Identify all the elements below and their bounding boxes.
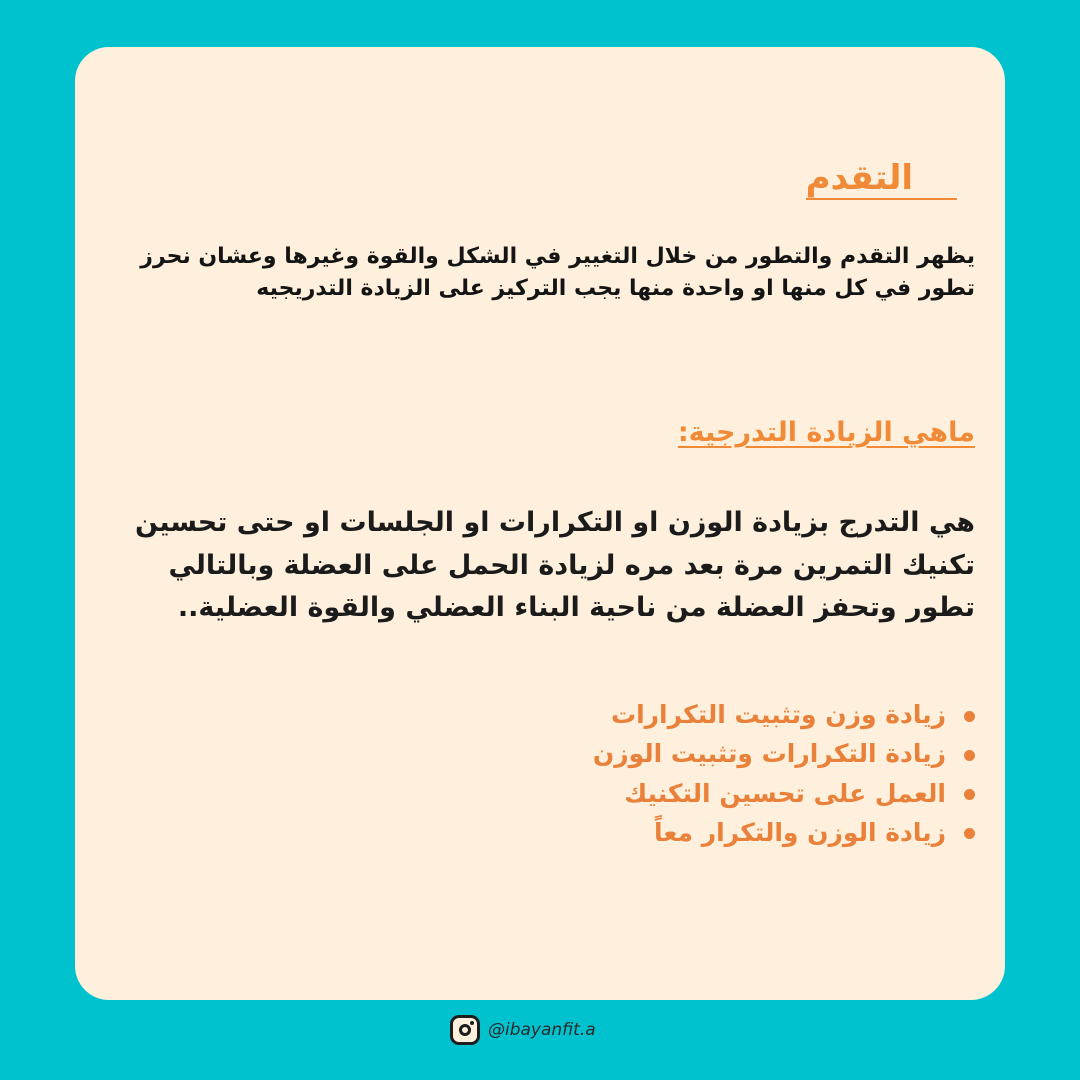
- progress-paragraph: يظهر التقدم والتطور من خلال التغيير في الشكل والقوة وغيرها وعشان نحرز تطور في كل منها او واحدة منها يجب التركيز على الزيادة التدريجيه: [140, 244, 975, 301]
- list-item-text: زيادة الوزن والتكرار معاً: [654, 817, 946, 847]
- instagram-lens-icon: [459, 1024, 471, 1036]
- list-item: [593, 813, 975, 852]
- bullet-dot-icon: [964, 711, 975, 722]
- instagram-icon[interactable]: [450, 1015, 480, 1045]
- progressive-overload-paragraph: هي التدرج بزيادة الوزن او التكرارات او الجلسات او حتى تحسين تكنيك التمرين مرة بعد مره لزيادة الحمل على العضلة وبالتالي تطور وتحفز العضلة من ناحية البناء العضلي والقوة العضلية..: [135, 507, 975, 624]
- list-item: [593, 774, 975, 813]
- list-item: [593, 695, 975, 734]
- bullet-dot-icon: [964, 789, 975, 800]
- bullet-dot-icon: [964, 750, 975, 761]
- social-handle[interactable]: [450, 1015, 596, 1045]
- instagram-handle[interactable]: @ibayanfit.a: [488, 1020, 596, 1040]
- method-list: [593, 695, 975, 852]
- list-item-text: العمل على تحسين التكنيك: [624, 778, 946, 808]
- instagram-flash-icon: [470, 1021, 474, 1025]
- section-title-progressive-overload: ماهي الزيادة التدرجية:: [677, 417, 975, 448]
- list-item-text: زيادة وزن وتثبيت التكرارات: [610, 700, 946, 729]
- list-item: [593, 734, 975, 773]
- bullet-dot-icon: [964, 828, 975, 839]
- card-content: [115, 47, 975, 1000]
- section-title-progress: التقدم: [806, 159, 957, 200]
- list-item-text: زيادة التكرارات وتثبيت الوزن: [592, 739, 946, 769]
- content-card: [75, 47, 1005, 1000]
